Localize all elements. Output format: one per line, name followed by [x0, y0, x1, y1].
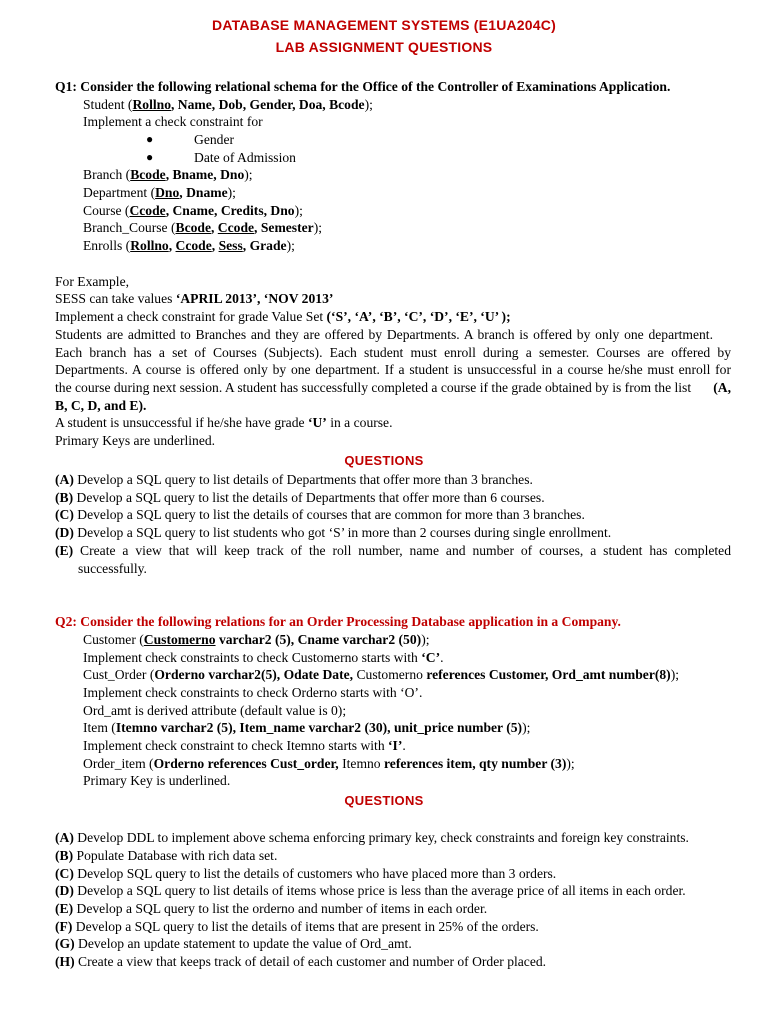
question-item: (F) Develop a SQL query to list the details of items that are present in 25% of the orders.	[55, 919, 539, 934]
question-item: (A) Develop a SQL query to list details of Departments that offer more than 3 branches.	[55, 472, 533, 487]
paragraph-line: Students are admitted to Branches and they are offered by Departments. A branch is offered by only one department.	[55, 327, 713, 342]
schema-cust-order: Cust_Order (Orderno varchar2(5), Odate Date, Customerno references Customer, Ord_amt number(8));	[83, 667, 680, 682]
grade-value-set: Implement a check constraint for grade Value Set (‘S’, ‘A’, ‘B’, ‘C’, ‘D’, ‘E’, ‘U’ );	[55, 309, 511, 324]
ord-amt-note: Ord_amt is derived attribute (default value is 0);	[83, 703, 347, 718]
question-item: (E) Develop a SQL query to list the orderno and number of items in each order.	[55, 901, 488, 916]
q1-heading: Q1: Consider the following relational schema for the Office of the Controller of Examinations Application.	[55, 79, 671, 94]
question-item: (D) Develop a SQL query to list details of items whose price is less than the average price of all items in each order.	[55, 883, 686, 898]
question-item: (B) Develop a SQL query to list the details of Departments that offer more than 6 courses.	[55, 490, 545, 505]
primary-key-note: Primary Key is underlined.	[83, 773, 231, 788]
schema-department: Department (Dno, Dname);	[83, 185, 236, 200]
schema-student: Student (Rollno, Name, Dob, Gender, Doa, Bcode);	[83, 97, 373, 112]
bullet-marker: ●	[146, 150, 154, 164]
q2-heading: Q2: Consider the following relations for an Order Processing Database application in a Company.	[55, 614, 621, 629]
question-item: (E) Create a view that will keep track of the roll number, name and number of courses, a student has completed	[55, 543, 731, 558]
paragraph-line: Each branch has a set of Courses (Subjects). Each student must enroll during a semester. Courses are offered by	[55, 345, 731, 360]
grade-list: B, C, D, and E).	[55, 398, 147, 413]
questions-heading: QUESTIONS	[344, 453, 424, 468]
check-constraint-intro: Implement a check constraint for	[83, 114, 263, 129]
schema-customer: Customer (Customerno varchar2 (5), Cname varchar2 (50));	[83, 632, 430, 647]
paragraph-line: Departments. A course is offered only by one department. If a student is unsuccessful in a course he/she must enroll for	[55, 362, 731, 377]
document-subtitle: LAB ASSIGNMENT QUESTIONS	[275, 39, 493, 55]
paragraph-line: the course during next session. A student has successfully completed a course if the grade obtained by is from the list (A,	[55, 380, 731, 395]
primary-keys-note: Primary Keys are underlined.	[55, 433, 216, 448]
question-item: (C) Develop SQL query to list the details of customers who have placed more than 3 orders.	[55, 866, 557, 881]
question-item: (D) Develop a SQL query to list students who got ‘S’ in more than 2 courses during single enrollment.	[55, 525, 612, 540]
for-example-label: For Example,	[55, 274, 129, 289]
question-item: (B) Populate Database with rich data set.	[55, 848, 278, 863]
schema-course: Course (Ccode, Cname, Credits, Dno);	[83, 203, 303, 218]
question-item: (G) Develop an update statement to update the value of Ord_amt.	[55, 936, 412, 951]
schema-enrolls: Enrolls (Rollno, Ccode, Sess, Grade);	[83, 238, 295, 253]
check-orderno: Implement check constraints to check Orderno starts with ‘O’.	[83, 685, 423, 700]
bullet-item: Date of Admission	[194, 150, 296, 165]
schema-branch-course: Branch_Course (Bcode, Ccode, Semester);	[83, 220, 322, 235]
schema-order-item: Order_item (Orderno references Cust_order, Itemno references item, qty number (3));	[83, 756, 575, 771]
question-item-continuation: successfully.	[78, 561, 147, 576]
bullet-marker: ●	[146, 132, 154, 146]
bullet-item: Gender	[194, 132, 235, 147]
schema-item: Item (Itemno varchar2 (5), Item_name varchar2 (30), unit_price number (5));	[83, 720, 531, 735]
questions-heading: QUESTIONS	[344, 793, 424, 808]
question-item: (H) Create a view that keeps track of detail of each customer and number of Order placed.	[55, 954, 547, 969]
question-item: (C) Develop a SQL query to list the details of courses that are common for more than 3 branches.	[55, 507, 585, 522]
document-title: DATABASE MANAGEMENT SYSTEMS (E1UA204C)	[212, 17, 556, 33]
schema-branch: Branch (Bcode, Bname, Dno);	[83, 167, 253, 182]
unsuccessful-note: A student is unsuccessful if he/she have grade ‘U’ in a course.	[55, 415, 393, 430]
sess-values: SESS can take values ‘APRIL 2013’, ‘NOV 2013’	[55, 291, 334, 306]
check-itemno: Implement check constraint to check Itemno starts with ‘I’.	[83, 738, 406, 753]
question-item: (A) Develop DDL to implement above schema enforcing primary key, check constraints and foreign key constraints.	[55, 830, 689, 845]
check-customerno: Implement check constraints to check Customerno starts with ‘C’.	[83, 650, 444, 665]
